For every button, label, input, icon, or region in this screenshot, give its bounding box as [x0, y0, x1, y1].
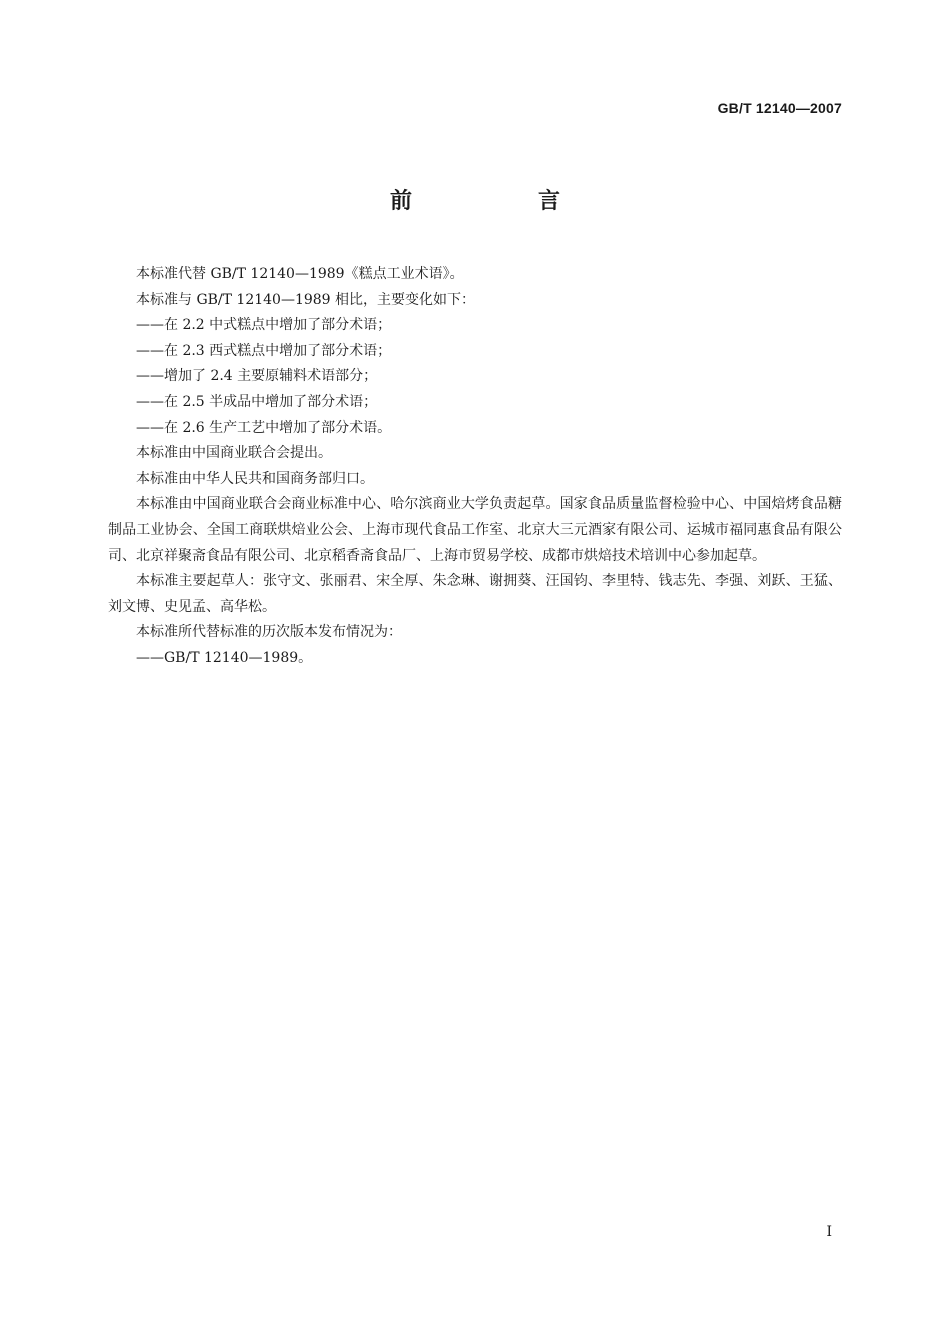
paragraph-administrator: 本标准由中华人民共和国商务部归口。 [136, 470, 374, 487]
change-item: ——在 2.2 中式糕点中增加了部分术语； [136, 317, 392, 334]
paragraph-replaces: 本标准代替 GB/T 12140—1989《糕点工业术语》。 [136, 266, 464, 282]
change-item: ——在 2.6 生产工艺中增加了部分术语。 [136, 419, 392, 436]
paragraph-drafters: 本标准主要起草人：张守文、张丽君、宋全厚、朱念琳、谢拥葵、汪国钧、李里特、钱志先、李强、刘跃、王猛、刘文博、史见孟、高华松。 [108, 573, 842, 615]
page-title: 前 言 [389, 189, 612, 214]
change-item: ——在 2.3 西式糕点中增加了部分术语； [136, 342, 392, 359]
foreword-body [108, 262, 842, 672]
paragraph-drafting-units: 本标准由中国商业联合会商业标准中心、哈尔滨商业大学负责起草。国家食品质量监督检验中心、中国焙烤食品糖制品工业协会、全国工商联烘焙业公会、上海市现代食品工作室、北京大三元酒家有限公司、运城市福同惠食品有限公司、北京祥聚斋食品有限公司、北京稻香斋食品厂、上海市贸易学校、成都市烘焙技术培训中心参加起草。 [108, 496, 842, 564]
change-item: ——增加了 2.4 主要原辅料术语部分； [136, 368, 378, 385]
paragraph-changes-intro: 本标准与 GB/T 12140—1989 相比，主要变化如下： [136, 291, 476, 308]
paragraph-proposer: 本标准由中国商业联合会提出。 [136, 445, 332, 462]
change-item: ——在 2.5 半成品中增加了部分术语； [136, 393, 378, 410]
page-number: I [826, 1224, 832, 1240]
history-item: ——GB/T 12140—1989。 [136, 649, 313, 666]
standard-code: GB/T 12140—2007 [717, 100, 842, 116]
paragraph-history-intro: 本标准所代替标准的历次版本发布情况为： [136, 624, 402, 641]
